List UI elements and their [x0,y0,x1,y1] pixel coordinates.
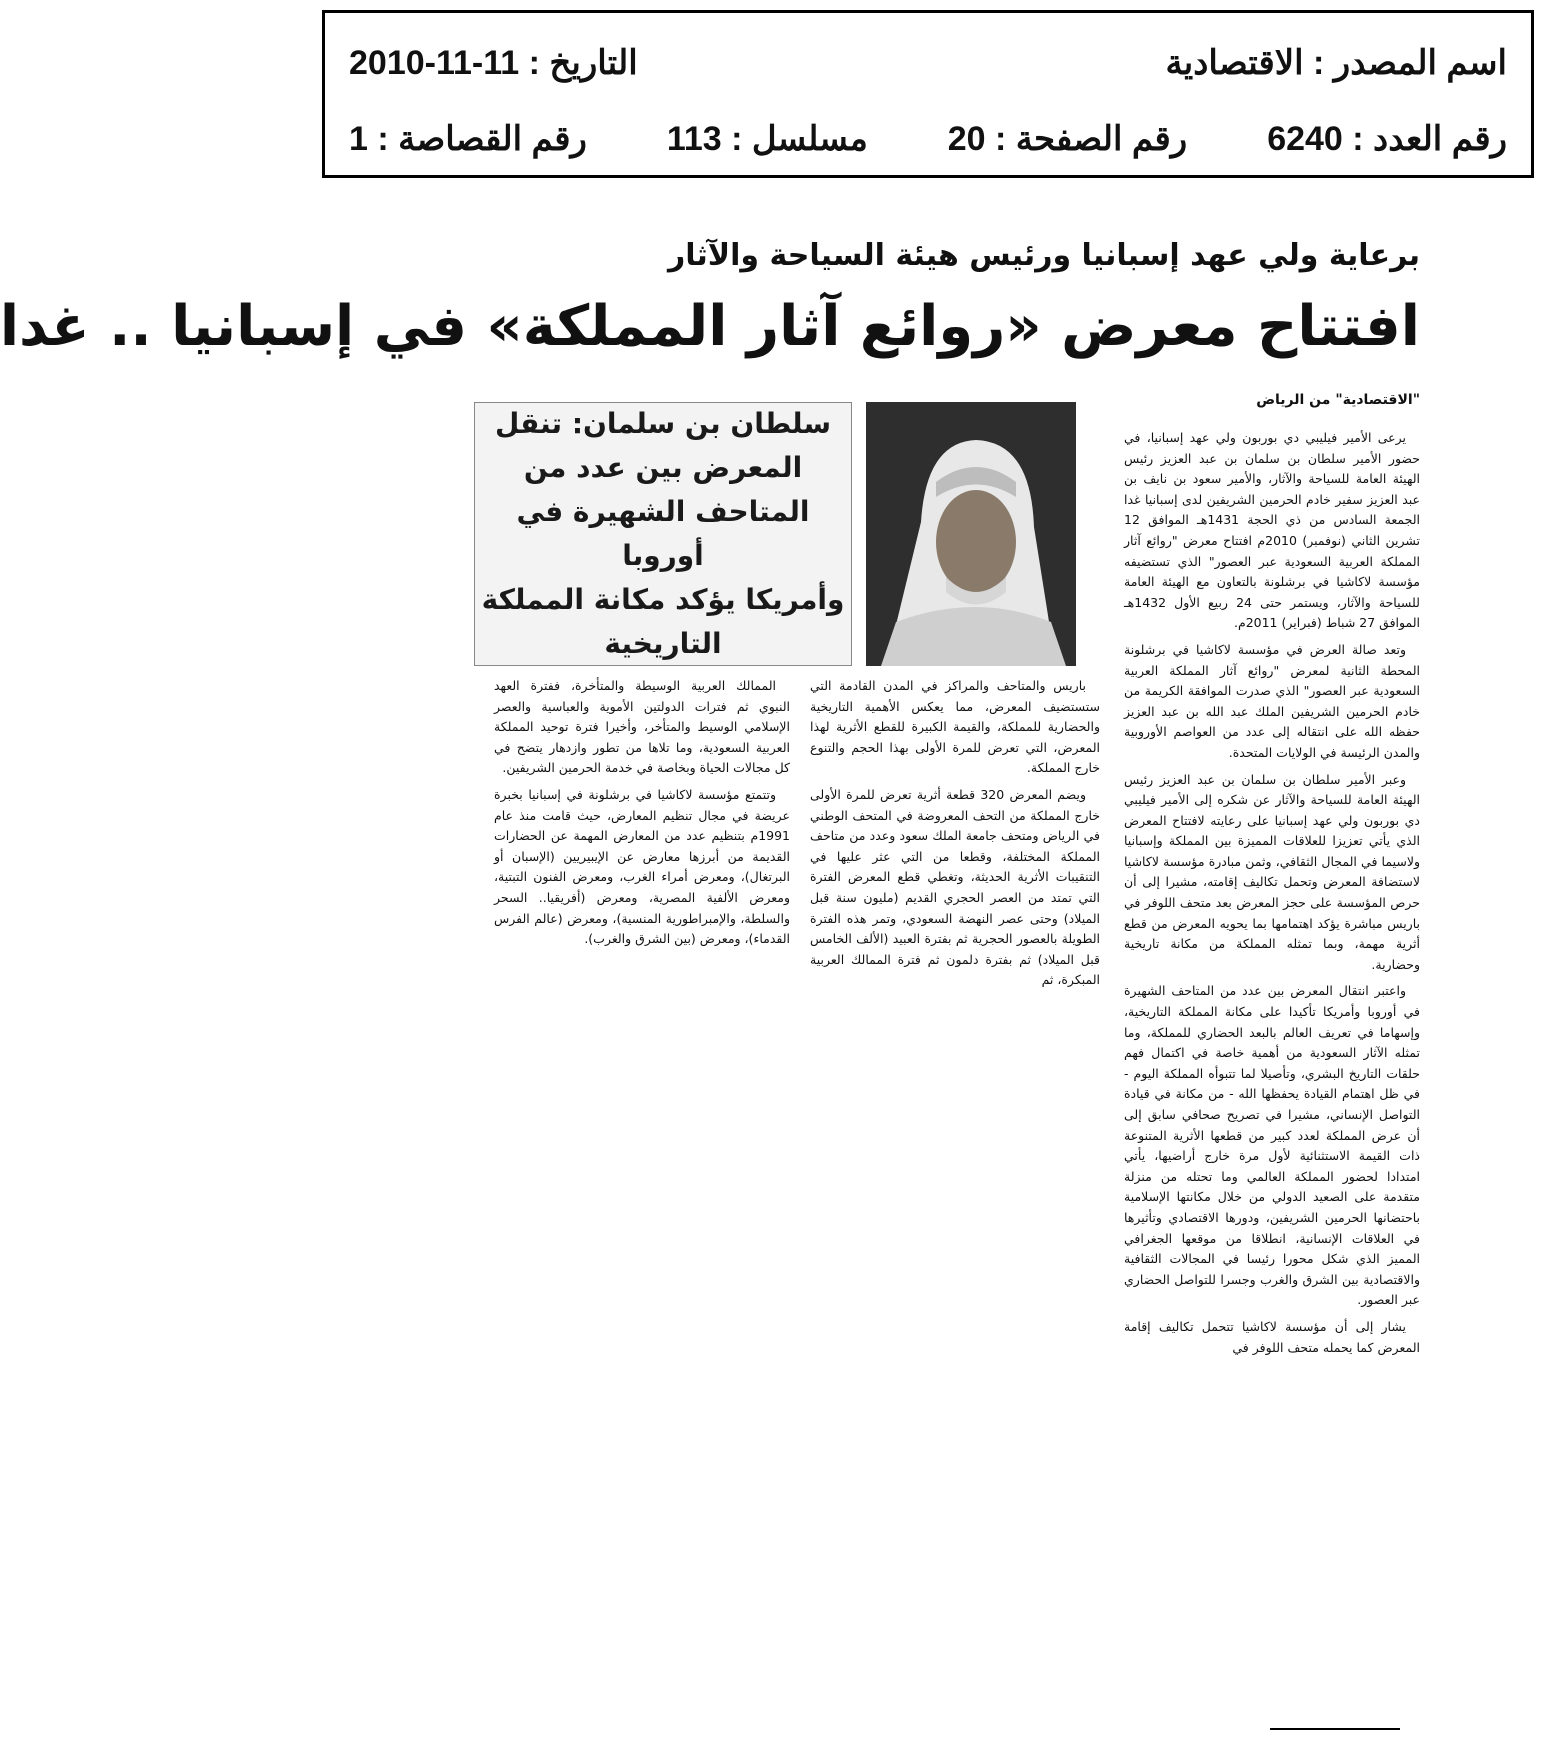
clipping-number: رقم القصاصة : 1 [349,120,587,158]
paragraph: باريس والمتاحف والمراكز في المدن القادمة التي ستستضيف المعرض، مما يعكس الأهمية التاريخية والحضارية للمملكة، والقيمة الكبيرة للقطع الأثرية لهذا المعرض، التي تعرض للمرة الأولى بهذا الحجم والتنوع خارج المملكة. [810,678,1100,776]
portrait-photo [866,402,1076,666]
paragraph: يرعى الأمير فيليبي دي بوربون ولي عهد إسبانيا، في حضور الأمير سلطان بن سلمان بن عبد العزيز رئيس الهيئة العامة للسياحة والآثار، والأمير سعود بن نايف بن عبد العزيز سفير خادم الحرمين الشريفين لدى إسبانيا غدا الجمعة السادس من ذي الحجة 1431هـ الموافق 12 تشرين الثاني (نوفمبر) 2010م افتتاح معرض "روائع آثار المملكة العربية السعودية عبر العصور" الذي تستضيفه مؤسسة لاكاشيا في برشلونة بالتعاون مع الهيئة العامة للسياحة والآثار، ويستمر حتى 24 ربيع الأول 1432هـ الموافق 27 شباط (فبراير) 2011م. [1124,430,1420,631]
pull-quote-line: المتاحف الشهيرة في أوروبا [516,495,810,572]
paragraph: واعتبر انتقال المعرض بين عدد من المتاحف الشهيرة في أوروبا وأمريكا تأكيدا على مكانة المملكة التاريخية، وإسهاما في تعريف العالم بالبعد الحضاري للمملكة، وما تمثله الآثار السعودية من أهمية خاصة في اكتمال فهم حلقات التاريخ البشري، وتأصيلا لما تتبوأه المملكة اليوم - في ظل اهتمام القيادة يحفظها الله - من مكانة في قيادة التواصل الإنساني، مشيرا في تصريح صحافي سابق إلى أن عرض المملكة لعدد كبير من قطعها الأثرية المتنوعة ذات القيمة الاستثنائية لأول مرة خارج أراضيها، يأتي امتدادا لحضور المملكة العالمي وما تحتله من منزلة متقدمة على الصعيد الدولي من خلال مكانتها الإسلامية باحتضانها الحرمين الشريفين، ودورها الاقتصادي وتأثيرها في العلاقات الإنسانية، انطلاقا من موقعها الجغرافي المميز الذي شكل محورا رئيسا في المجالات الثقافية والاقتصادية بين الشرق والغرب وجسرا للتواصل الحضاري عبر العصور. [1124,983,1420,1308]
metadata-row-bottom [349,119,1507,159]
paragraph: وعبر الأمير سلطان بن سلمان بن عبد العزيز رئيس الهيئة العامة للسياحة والآثار عن شكره إلى الأمير فيليبي دي بوربون ولي عهد إسبانيا على رعايته لافتتاح المعرض الذي يأتي تعزيزا للعلاقات المميزة بين المملكة وإسبانيا ولاسيما في المجال الثقافي، وثمن مبادرة مؤسسة لاكاشيا لاستضافة المعرض وتحمل تكاليف إقامته، مشيرا إلى أن حرص المؤسسة على حجز المعرض بعد متحف اللوفر في باريس مباشرة يؤكد اهتمامها بما يحويه المعرض من قطع أثرية مهمة، وبما تمثله المملكة من مكانة تاريخية وحضارية. [1124,771,1420,972]
article-column-left [494,676,790,976]
article-headline: افتتاح معرض «روائع آثار المملكة» في إسبانيا .. غدا [0,294,1420,359]
article-kicker: برعاية ولي عهد إسبانيا ورئيس هيئة السياحة والآثار [667,238,1420,273]
article-column-middle [810,676,1100,988]
paragraph: الممالك العربية الوسيطة والمتأخرة، ففترة العهد النبوي ثم فترات الدولتين الأموية والعباسية والعصر الإسلامي الوسيط والمتأخر، وأخيرا فترة توحيد المملكة العربية السعودية، وما تلاها من تطور وازدهار يتضح في كل مجالات الحياة وبخاصة في خدمة الحرمين الشريفين. [494,678,790,776]
pull-quote-line: التاريخية [604,627,722,660]
source-metadata-box [322,10,1534,178]
paragraph: وتتمتع مؤسسة لاكاشيا في برشلونة في إسبانيا بخبرة عريضة في مجال تنظيم المعارض، حيث قامت منذ عام 1991م بتنظيم عدد من المعارض المهمة عن الحضارات القديمة من أبرزها معارض عن الإيبيريين (الإسبان أو البرتغال)، ومعرض أمراء الغرب، ومعرض الفنون التبتية، ومعرض الألفية المصرية، ومعرض (أفريقيا.. السحر والسلطة، والإمبراطورية المنسية)، ومعرض (عالم الفرس القدماء)، ومعرض (بين الشرق والغرب). [494,786,790,947]
paragraph: وتعد صالة العرض في مؤسسة لاكاشيا في برشلونة المحطة الثانية لمعرض "روائع آثار المملكة العربية السعودية عبر العصور" الذي صدرت الموافقة الكريمة من خادم الحرمين الشريفين الملك عبد الله بن عبد العزيز حفظه الله على انتقاله إلى عدد من العواصم الأوروبية والمدن الرئيسة في الولايات المتحدة. [1124,641,1420,760]
pull-quote-line: سلطان بن سلمان: تنقل [494,407,832,440]
publication-date: التاريخ : 11-11-2010 [349,44,638,82]
footer-rule [1270,1728,1400,1730]
paragraph: يشار إلى أن مؤسسة لاكاشيا تتحمل تكاليف إقامة المعرض كما يحمله متحف اللوفر في [1124,1318,1420,1355]
pull-quote-line: المعرض بين عدد من [523,451,803,484]
page-number: رقم الصفحة : 20 [947,120,1188,158]
article-byline: "الاقتصادية" من الرياض [1256,392,1420,408]
source-name: اسم المصدر : الاقتصادية [1165,44,1507,82]
issue-number: رقم العدد : 6240 [1267,120,1507,158]
portrait-figure-icon [866,402,1076,666]
article-column-right [1124,428,1420,1708]
serial-number: مسلسل : 113 [666,120,868,158]
pull-quote-line: وأمريكا يؤكد مكانة المملكة [481,583,845,616]
metadata-row-top [349,43,1507,83]
paragraph: ويضم المعرض 320 قطعة أثرية تعرض للمرة الأولى خارج المملكة من التحف المعروضة في المتحف الوطني في الرياض ومتحف جامعة الملك سعود وعدد من متاحف المملكة المختلفة، وقطعا من التي عثر عليها في التنقيبات الأثرية الحديثة، وتغطي قطع المعرض الفترة التي تمتد من العصر الحجري القديم (مليون سنة قبل الميلاد) وحتى عصر النهضة السعودي، وتمر هذه الفترة الطويلة بالعصور الحجرية ثم بفترة العبيد (الألف الخامس قبل الميلاد) ثم بفترة دلمون ثم فترة الممالك العربية المبكرة، ثم [810,786,1100,988]
pull-quote [474,402,852,666]
